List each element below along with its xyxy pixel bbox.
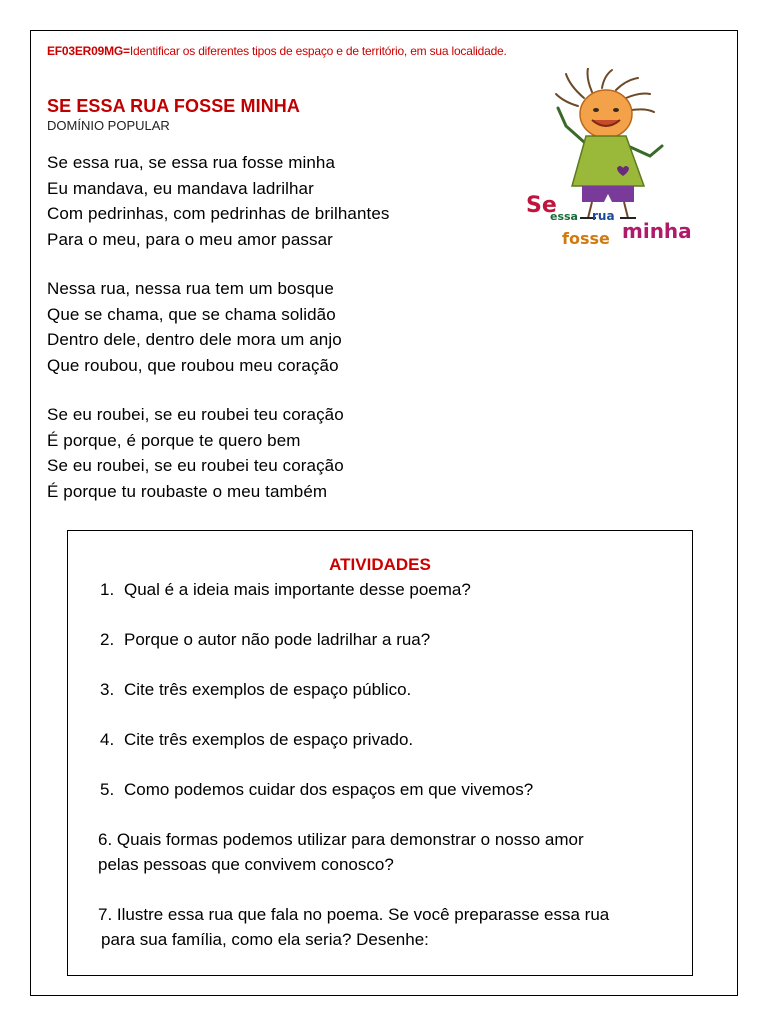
question-1 [100,577,471,602]
question-2 [100,627,430,652]
poem-line: Nessa rua, nessa rua tem um bosque [47,279,334,298]
stanza-2 [47,276,467,378]
question-text: Cite três exemplos de espaço privado. [124,730,414,749]
poem-author: DOMÍNIO POPULAR [47,118,170,133]
activities-title: ATIVIDADES [329,555,431,574]
question-7 [98,902,609,952]
question-number: 1. [100,580,115,599]
poem-line: Se essa rua, se essa rua fosse minha [47,153,336,172]
question-number: 2. [100,630,115,649]
poem-text [47,150,467,528]
stanza-1 [47,150,467,252]
poem-line: É porque tu roubaste o meu também [47,481,328,501]
poem-line: Com pedrinhas, com pedrinhas de brilhantes [47,204,390,223]
question-text-line: 6. Quais formas podemos utilizar para demonstrar o nosso amor [98,830,584,849]
activities-box [67,530,693,976]
skill-text: Identificar os diferentes tipos de espaço e de território, em sua localidade. [129,44,507,58]
lettering-essa: essa [550,210,578,223]
poem-line: Se eu roubei, se eu roubei teu coração [47,456,344,475]
question-text-line: pelas pessoas que convivem conosco? [98,855,394,874]
poem-line: Se eu roubei, se eu roubei teu coração [47,405,344,424]
lettering-se: Se [526,193,557,218]
poem-line: Para o meu, para o meu amor passar [47,229,333,249]
child-illustration [522,68,718,258]
question-number: 5. [100,780,115,799]
question-text: Porque o autor não pode ladrilhar a rua? [124,630,431,649]
lettering-minha: minha [622,219,692,243]
question-3 [100,677,411,702]
poem-line: Dentro dele, dentro dele mora um anjo [47,330,342,349]
question-text: Cite três exemplos de espaço público. [124,680,412,699]
lettering-fosse: fosse [562,229,610,248]
question-5 [100,777,533,802]
skill-statement [47,44,507,58]
poem-line: Que roubou, que roubou meu coração [47,355,339,375]
poem-title: SE ESSA RUA FOSSE MINHA [47,96,300,116]
poem-line: Que se chama, que se chama solidão [47,304,336,324]
question-text: Qual é a ideia mais importante desse poema? [124,580,471,599]
question-6 [98,827,584,877]
skill-code: EF03ER09MG= [47,44,130,58]
poem-line: Eu mandava, eu mandava ladrilhar [47,178,314,198]
question-text-line: 7. Ilustre essa rua que fala no poema. Se você preparasse essa rua [98,905,610,924]
stanza-3 [47,402,467,504]
poem-line: É porque, é porque te quero bem [47,430,301,450]
question-4 [100,727,413,752]
lettering-rua: rua [592,209,615,223]
question-number: 3. [100,680,115,699]
question-number: 4. [100,730,115,749]
question-text-line: para sua família, como ela seria? Desenhe: [101,930,429,949]
question-text: Como podemos cuidar dos espaços em que vivemos? [124,780,534,799]
